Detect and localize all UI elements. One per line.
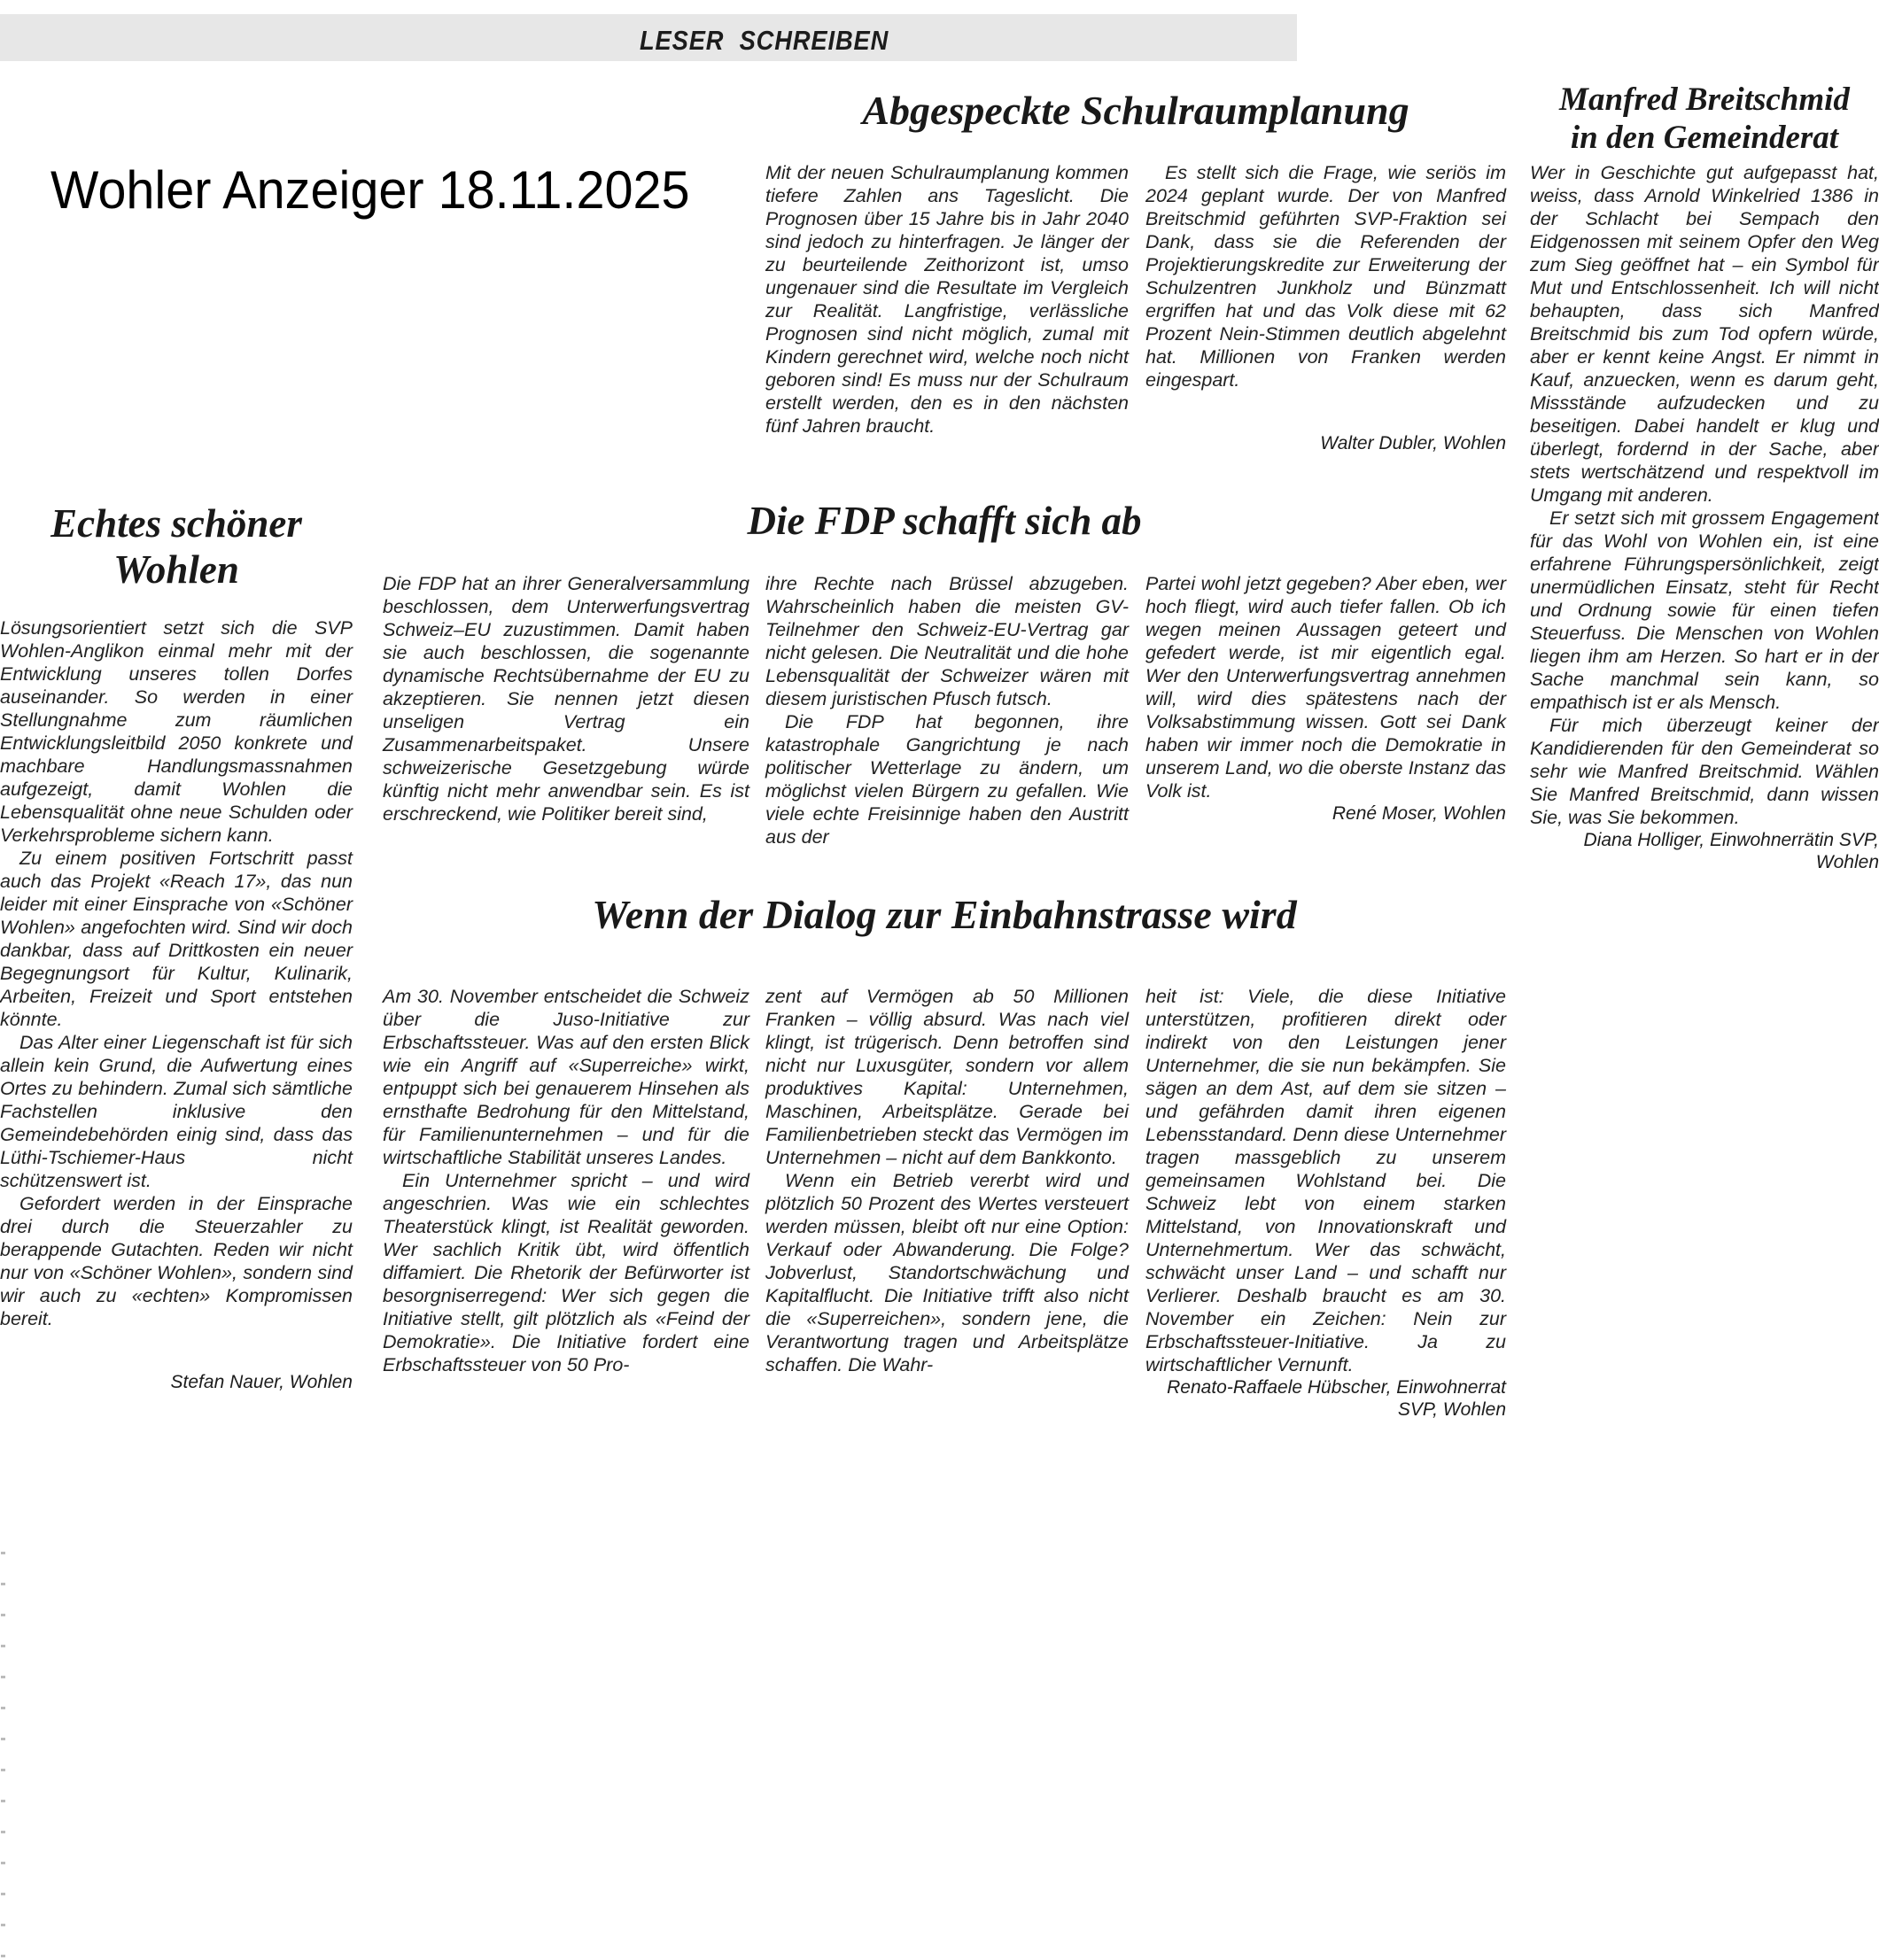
article-echtes-col xyxy=(0,616,353,1393)
signature-renato-huebscher: Renato-Raffaele Hübscher, Einwohnerrat SVP, Wohlen xyxy=(1167,1377,1506,1420)
signature-rene-moser: René Moser, Wohlen xyxy=(1332,803,1506,824)
paragraph: Die FDP hat an ihrer Generalversammlung beschlossen, dem Unterwerfungsvertrag Schweiz–EU zuzustimmen. Damit haben sie auch beschlossen, die sogenannte dynamische Rechtsübernahme der EU zu akzeptieren. Sie nennen jetzt diesen unseligen Vertrag ein Zusammenarbeitspaket. Unsere schweizerische Gesetzgebung würde künftig nicht mehr anwendbar sein. Es ist erschreckend, wie Politiker bereit sind, xyxy=(383,573,749,825)
article-fdp-col-3 xyxy=(1145,572,1506,825)
article-fdp-col-2 xyxy=(765,572,1129,848)
paragraph: Die FDP hat begonnen, ihre katastrophale Gangrichtung je nach politischer Wetterlage zu ändern, um möglichst vielen Bürgern zu gefallen. Wie viele echte Freisinnige haben den Austritt aus der xyxy=(765,711,1129,848)
article-title-echtes-schoener-wohlen xyxy=(0,500,353,593)
article-title-fdp: Die FDP schafft sich ab xyxy=(747,499,1142,543)
article-schulraumplanung-col-2 xyxy=(1145,161,1506,454)
masthead-title: Wohler Anzeiger 18.11.2025 xyxy=(50,160,690,220)
paragraph: Es stellt sich die Frage, wie seriös im 2024 geplant wurde. Der von Manfred Breitschmid geführten SVP-Fraktion sei Dank, dass sie die Referenden der Projektierungskredite zur Erweiterung der Schulzentren Junkholz und Bünzmatt ergriffen hat und das Volk diese mit 62 Prozent Nein-Stimmen deutlich abgelehnt hat. Millionen von Franken werden eingespart. xyxy=(1145,162,1506,391)
article-title-einbahnstrasse: Wenn der Dialog zur Einbahnstrasse wird xyxy=(592,892,1297,937)
article-breitschmid-col xyxy=(1530,161,1879,873)
paragraph: Wer in Geschichte gut aufgepasst hat, weiss, dass Arnold Winkelried 1386 in der Schlacht bei Sempach den Eidgenossen mit seinem Opfer den Weg zum Sieg geöffnet hat – ein Symbol für Mut und Entschlossenheit. Ich will nicht behaupten, dass sich Manfred Breitschmid bis zum Tod opfern würde, aber er kennt keine Angst. Er nimmt in Kauf, anzuecken, wenn es darum geht, Missstände aufzudecken und zu beseitigen. Dabei handelt er klug und überlegt, fordernd in der Sache, aber stets wertschätzend und respektvoll im Umgang mit anderen. xyxy=(1530,162,1879,506)
paragraph: heit ist: Viele, die diese Initiative unterstützen, profitieren direkt oder indirekt von den Leistungen jener Unternehmer, die sie nun bekämpfen. Sie sägen an dem Ast, auf dem sie sitzen – und gefährden damit ihren eigenen Lebensstandard. Denn diese Unternehmer tragen massgeblich zu unserem gemeinsamen Wohlstand bei. Die Schweiz lebt von einem starken Mittelstand, von Innovationskraft und Unternehmertum. Wer das schwächt, schwächt unser Land – und schafft nur Verlierer. Deshalb braucht es am 30. November ein Zeichen: Nein zur Erbschaftssteuer-Initiative. Ja zu wirtschaftlicher Vernunft. xyxy=(1145,986,1506,1375)
paragraph: Wenn ein Betrieb vererbt wird und plötzlich 50 Prozent des Wertes versteuert werden müssen, bleibt oft nur eine Option: Verkauf oder Abwanderung. Die Folge? Jobverlust, Standortschwächung und Kapitalflucht. Die Initiative trifft also nicht die «Superreichen», sondern jene, die Verantwortung tragen und Arbeitsplätze schaffen. Die Wahr- xyxy=(765,1170,1129,1375)
article-einbahnstrasse-col-1 xyxy=(383,985,749,1376)
paragraph: ihre Rechte nach Brüssel abzugeben. Wahrscheinlich haben die meisten GV-Teilnehmer den Schweiz-EU-Vertrag gar nicht gelesen. Die Neutralität und die hohe Lebensqualität der Schweizer wären mit diesem juristischen Pfusch futsch. xyxy=(765,573,1129,709)
signature-walter-dubler: Walter Dubler, Wohlen xyxy=(1320,433,1506,453)
paragraph: Mit der neuen Schulraumplanung kommen tiefere Zahlen ans Tageslicht. Die Prognosen über 15 Jahre bis in Jahr 2040 sind jedoch zu hinterfragen. Je länger der zu beurteilende Zeithorizont ist, umso ungenauer sind die Resultate im Vergleich zur Realität. Langfristige, verlässliche Prognosen sind nicht möglich, zumal mit Kindern gerechnet wird, welche noch nicht geboren sind! Es muss nur der Schulraum erstellt werden, den es in den nächsten fünf Jahren braucht. xyxy=(765,162,1129,437)
paragraph: Am 30. November entscheidet die Schweiz über die Juso-Initiative zur Erbschaftssteuer. Was auf den ersten Blick wie ein Angriff auf «Superreiche» wirkt, entpuppt sich bei genauerem Hinsehen als ernsthafte Bedrohung für den Mittelstand, für Familienunternehmen – und für die wirtschaftliche Stabilität unseres Landes. xyxy=(383,986,749,1168)
signature-diana-holliger: Diana Holliger, Einwohnerrätin SVP, Wohlen xyxy=(1583,830,1879,872)
article-einbahnstrasse-col-3 xyxy=(1145,985,1506,1421)
article-einbahnstrasse-col-2 xyxy=(765,985,1129,1376)
article-fdp-col-1 xyxy=(383,572,749,825)
title-line: Wohlen xyxy=(113,547,239,593)
title-line: in den Gemeinderat xyxy=(1570,119,1839,156)
signature-stefan-nauer: Stefan Nauer, Wohlen xyxy=(170,1372,353,1392)
article-schulraumplanung-col-1 xyxy=(765,161,1129,438)
title-line: Echtes schöner xyxy=(50,501,302,546)
paragraph: zent auf Vermögen ab 50 Millionen Franken – völlig absurd. Was nach viel klingt, ist trügerisch. Denn betroffen sind nicht nur Luxusgüter, sondern vor allem produktives Kapital: Unternehmen, Maschinen, Arbeitsplätze. Gerade bei Familienbetrieben steckt das Vermögen im Unternehmen – nicht auf dem Bankkonto. xyxy=(765,986,1129,1168)
paragraph: Für mich überzeugt keiner der Kandidierenden für den Gemeinderat so sehr wie Manfred Breitschmid. Wählen Sie Manfred Breitschmid, dann wissen Sie, was Sie bekommen. xyxy=(1530,715,1879,828)
scan-artifact-dots xyxy=(1,1552,5,1957)
paragraph: Zu einem positiven Fortschritt passt auch das Projekt «Reach 17», das nun leider mit einer Einsprache von «Schöner Wohlen» angefochten wird. Sind wir doch dankbar, dass auf Drittkosten ein neuer Begegnungsort für Kultur, Kulinarik, Arbeiten, Freizeit und Sport entstehen könnte. xyxy=(0,848,353,1030)
paragraph: Ein Unternehmer spricht – und wird angeschrien. Was wie ein schlechtes Theaterstück klingt, ist Realität geworden. Wer sachlich Kritik übt, wird öffentlich diffamiert. Die Rhetorik der Befürworter ist besorgniserregend: Wer sich gegen die Initiative stellt, gilt plötzlich als «Feind der Demokratie». Die Initiative fordert eine Erbschaftssteuer von 50 Pro- xyxy=(383,1170,749,1375)
paragraph: Er setzt sich mit grossem Engagement für das Wohl von Wohlen ein, ist eine erfahrene Führungspersönlichkeit, zeigt unermüdlichen Einsatz, steht für Recht und Ordnung sowie für einen tiefen Steuerfuss. Die Menschen von Wohlen liegen ihm am Herzen. So hart er in der Sache manchmal sein kann, so empathisch ist er als Mensch. xyxy=(1530,507,1879,713)
paragraph: Gefordert werden in der Einsprache drei durch die Steuerzahler zu berappende Gutachten. Reden wir nicht nur von «Schöner Wohlen», sondern sind wir auch zu «echten» Kompromissen bereit. xyxy=(0,1193,353,1329)
paragraph: Partei wohl jetzt gegeben? Aber eben, wer hoch fliegt, wird auch tiefer fallen. Ob ich wegen meinen Aussagen geteert und gefedert werde, ist mir eigentlich egal. Wer den Unterwerfungsvertrag annehmen will, wird dies spätestens nach der Volksabstimmung wissen. Gott sei Dank haben wir immer noch die Demokratie in unserem Land, wo die oberste Instanz das Volk ist. xyxy=(1145,573,1506,802)
paragraph: Lösungsorientiert setzt sich die SVP Wohlen-Anglikon einmal mehr mit der Entwicklung unseres tollen Dorfes auseinander. So werden in einer Stellungnahme zum räumlichen Entwicklungsleitbild 2050 konkrete und machbare Handlungsmassnahmen aufgezeigt, damit Wohlen die Lebensqualität ohne neue Schulden oder Verkehrsprobleme sichern kann. xyxy=(0,617,353,846)
article-title-schulraumplanung: Abgespeckte Schulraumplanung xyxy=(862,88,1409,133)
article-title-breitschmid xyxy=(1530,81,1879,158)
title-line: Manfred Breitschmid xyxy=(1559,81,1850,118)
paragraph: Das Alter einer Liegenschaft ist für sich allein kein Grund, die Aufwertung eines Ortes zu behindern. Zumal sich sämtliche Fachstellen inklusive den Gemeindebehörden einig sind, dass das Lüthi-Tschiemer-Haus nicht schützenswert ist. xyxy=(0,1032,353,1191)
section-label: LESER SCHREIBEN xyxy=(640,25,889,56)
